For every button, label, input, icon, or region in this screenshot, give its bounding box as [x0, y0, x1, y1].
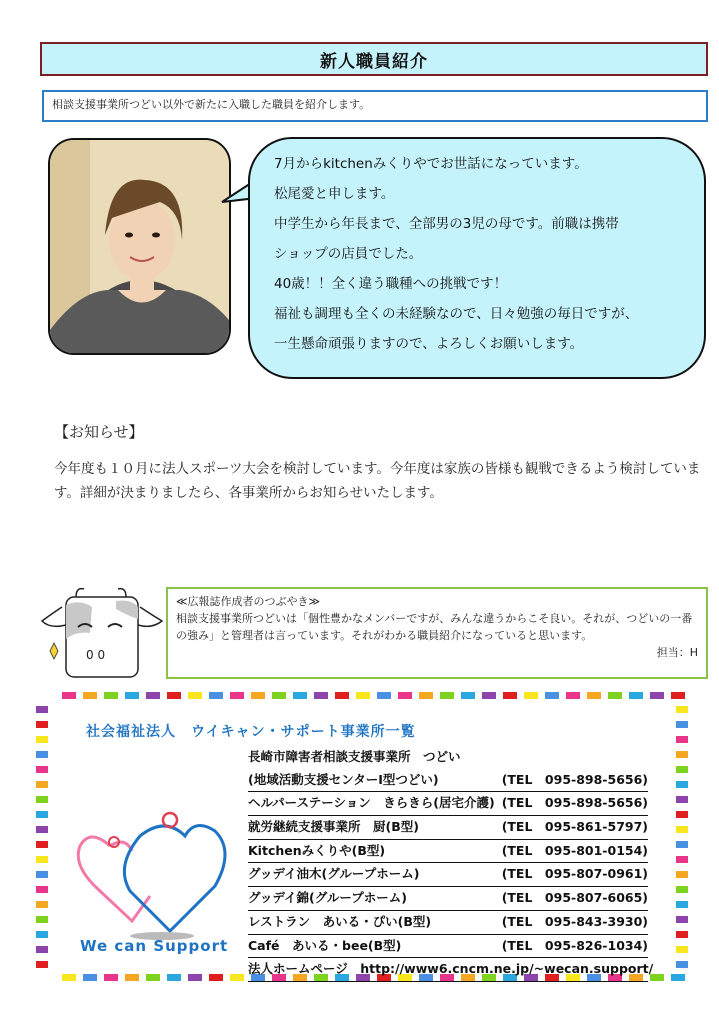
border-dash: [125, 692, 139, 699]
border-dash: [188, 974, 202, 981]
comment-body: 相談支援事業所つどいは「個性豊かなメンバーですが、みんな違うからこそ良い。それが、つどいの一番の強み」と管理者は言っています。それがわかる職員紹介になっていると思います。: [176, 612, 693, 642]
staff-portrait-icon: [50, 140, 231, 355]
comment-box: [166, 587, 708, 679]
border-dash: [36, 901, 48, 908]
border-dash: [524, 692, 538, 699]
office-name: レストラン あいる・ぴい(B型): [248, 913, 432, 929]
border-dash: [377, 692, 391, 699]
border-dash: [335, 692, 349, 699]
staff-photo: [48, 138, 231, 355]
border-dash: [676, 781, 688, 788]
office-name: (地域活動支援センターⅠ型つどい): [248, 771, 439, 787]
border-dash: [676, 856, 688, 863]
org-title: 社会福祉法人 ウイキャン・サポート事業所一覧: [86, 724, 416, 740]
border-dash: [36, 736, 48, 743]
border-dash: [676, 841, 688, 848]
border-dash: [62, 974, 76, 981]
intro-line: 中学生から年長まで、全部男の3児の母です。前職は携帯: [274, 216, 619, 232]
office-phone: (TEL 095-898-5656): [501, 795, 648, 811]
svg-text:0 0: 0 0: [86, 648, 106, 662]
intro-line: 一生懸命頑張りますので、よろしくお願いします。: [274, 336, 584, 352]
office-name: 長崎市障害者相談支援事業所 つどい: [248, 749, 461, 764]
border-dash: [36, 706, 48, 713]
border-dash: [293, 692, 307, 699]
border-dash: [146, 974, 160, 981]
directory-row: [248, 816, 648, 840]
office-phone: (TEL 095-801-0154): [501, 842, 648, 858]
office-name: 法人ホームページ http://www6.cncm.ne.jp/~wecan.support/: [248, 961, 654, 977]
comment-title: ≪広報誌作成者のつぶやき≫: [176, 595, 321, 608]
border-dash: [676, 736, 688, 743]
border-dash: [36, 886, 48, 893]
border-dash: [676, 886, 688, 893]
intro-line: 松尾愛と申します。: [274, 186, 395, 202]
hearts-logo-icon: [70, 806, 230, 946]
office-phone: (TEL 095-843-3930): [501, 913, 648, 929]
comment-signature: 担当：H: [656, 646, 698, 659]
directory-list: [248, 746, 654, 982]
border-dash: [36, 931, 48, 938]
border-dash: [566, 692, 580, 699]
border-dash: [36, 766, 48, 773]
border-dash: [272, 692, 286, 699]
border-dash: [104, 974, 118, 981]
border-dash: [83, 974, 97, 981]
office-phone: (TEL 095-898-5656): [501, 771, 648, 787]
intro-bubble: [248, 137, 706, 379]
border-dash: [676, 751, 688, 758]
border-dash: [146, 692, 160, 699]
border-dash: [671, 974, 685, 981]
border-dash: [36, 916, 48, 923]
border-dash: [676, 961, 688, 968]
office-phone: (TEL 095-807-0961): [501, 866, 648, 882]
border-dash: [104, 692, 118, 699]
border-dash: [608, 692, 622, 699]
directory-row: [248, 746, 648, 769]
border-dash: [230, 974, 244, 981]
directory-row: [248, 958, 654, 982]
border-dash: [676, 901, 688, 908]
border-dash: [676, 796, 688, 803]
border-dash: [36, 841, 48, 848]
subtitle-box: [42, 90, 708, 122]
border-dash: [251, 692, 265, 699]
office-phone: (TEL 095-861-5797): [501, 819, 648, 835]
directory-row: [248, 911, 648, 935]
intro-line: ショップの店員でした。: [274, 246, 423, 262]
border-dash: [440, 692, 454, 699]
border-dash: [36, 751, 48, 758]
border-dash: [676, 946, 688, 953]
border-dash: [209, 974, 223, 981]
border-dash: [419, 692, 433, 699]
logo-text: We can Support: [80, 937, 229, 955]
notice-heading: 【お知らせ】: [54, 423, 144, 441]
office-phone: (TEL 095-826-1034): [501, 937, 648, 953]
directory-row: [248, 769, 648, 793]
border-dash: [36, 856, 48, 863]
border-dash: [676, 916, 688, 923]
office-name: グッデイ油木(グループホーム): [248, 866, 420, 882]
border-dash: [650, 692, 664, 699]
page-title: 新人職員紹介: [320, 51, 428, 72]
border-dash: [36, 781, 48, 788]
border-dash: [482, 692, 496, 699]
border-dash: [676, 706, 688, 713]
office-name: Café あいる・bee(B型): [248, 937, 402, 953]
border-dash: [36, 871, 48, 878]
border-dash: [676, 766, 688, 773]
border-dash: [503, 692, 517, 699]
office-name: ヘルパーステーション きらきら(居宅介護): [248, 795, 495, 811]
office-name: 就労継続支援事業所 厨(B型): [248, 819, 419, 835]
subtitle-text: 相談支援事業所つどい以外で新たに入職した職員を紹介します。: [52, 98, 371, 111]
border-dash: [209, 692, 223, 699]
title-banner: [40, 42, 708, 76]
border-dash: [676, 811, 688, 818]
border-dash: [36, 796, 48, 803]
directory-row: [248, 887, 648, 911]
directory-row: [248, 863, 648, 887]
border-dash: [398, 692, 412, 699]
border-dash: [167, 974, 181, 981]
border-dash: [230, 692, 244, 699]
notice-body: 今年度も１０月に法人スポーツ大会を検討しています。今年度は家族の皆様も観戦できるよう検討しています。詳細が決まりましたら、各事業所からお知らせいたします。: [54, 461, 701, 501]
office-name: グッデイ錦(グループホーム): [248, 890, 407, 906]
border-dash: [671, 692, 685, 699]
border-dash: [36, 961, 48, 968]
directory-row: [248, 935, 648, 959]
border-dash: [676, 721, 688, 728]
border-dash: [83, 692, 97, 699]
border-dash: [36, 946, 48, 953]
border-dash: [676, 826, 688, 833]
intro-line: 40歳！！全く違う職種への挑戦です！: [274, 276, 508, 292]
intro-line: 福祉も調理も全くの未経験なので、日々勉強の毎日ですが、: [274, 306, 639, 322]
border-dash: [461, 692, 475, 699]
border-dash: [629, 692, 643, 699]
office-name: Kitchenみくりや(B型): [248, 842, 386, 858]
border-dash: [36, 811, 48, 818]
directory-row: [248, 792, 648, 816]
border-dash: [676, 931, 688, 938]
border-dash: [125, 974, 139, 981]
border-dash: [62, 692, 76, 699]
border-dash: [587, 692, 601, 699]
border-dash: [188, 692, 202, 699]
office-phone: (TEL 095-807-6065): [501, 890, 648, 906]
border-dash: [356, 692, 370, 699]
border-dash: [36, 826, 48, 833]
border-dash: [36, 721, 48, 728]
border-dash: [545, 692, 559, 699]
border-dash: [167, 692, 181, 699]
directory-row: [248, 840, 648, 864]
intro-line: 7月からkitchenみくりやでお世話になっています。: [274, 156, 588, 172]
border-dash: [314, 692, 328, 699]
border-dash: [676, 871, 688, 878]
cow-face-icon: [40, 585, 164, 681]
